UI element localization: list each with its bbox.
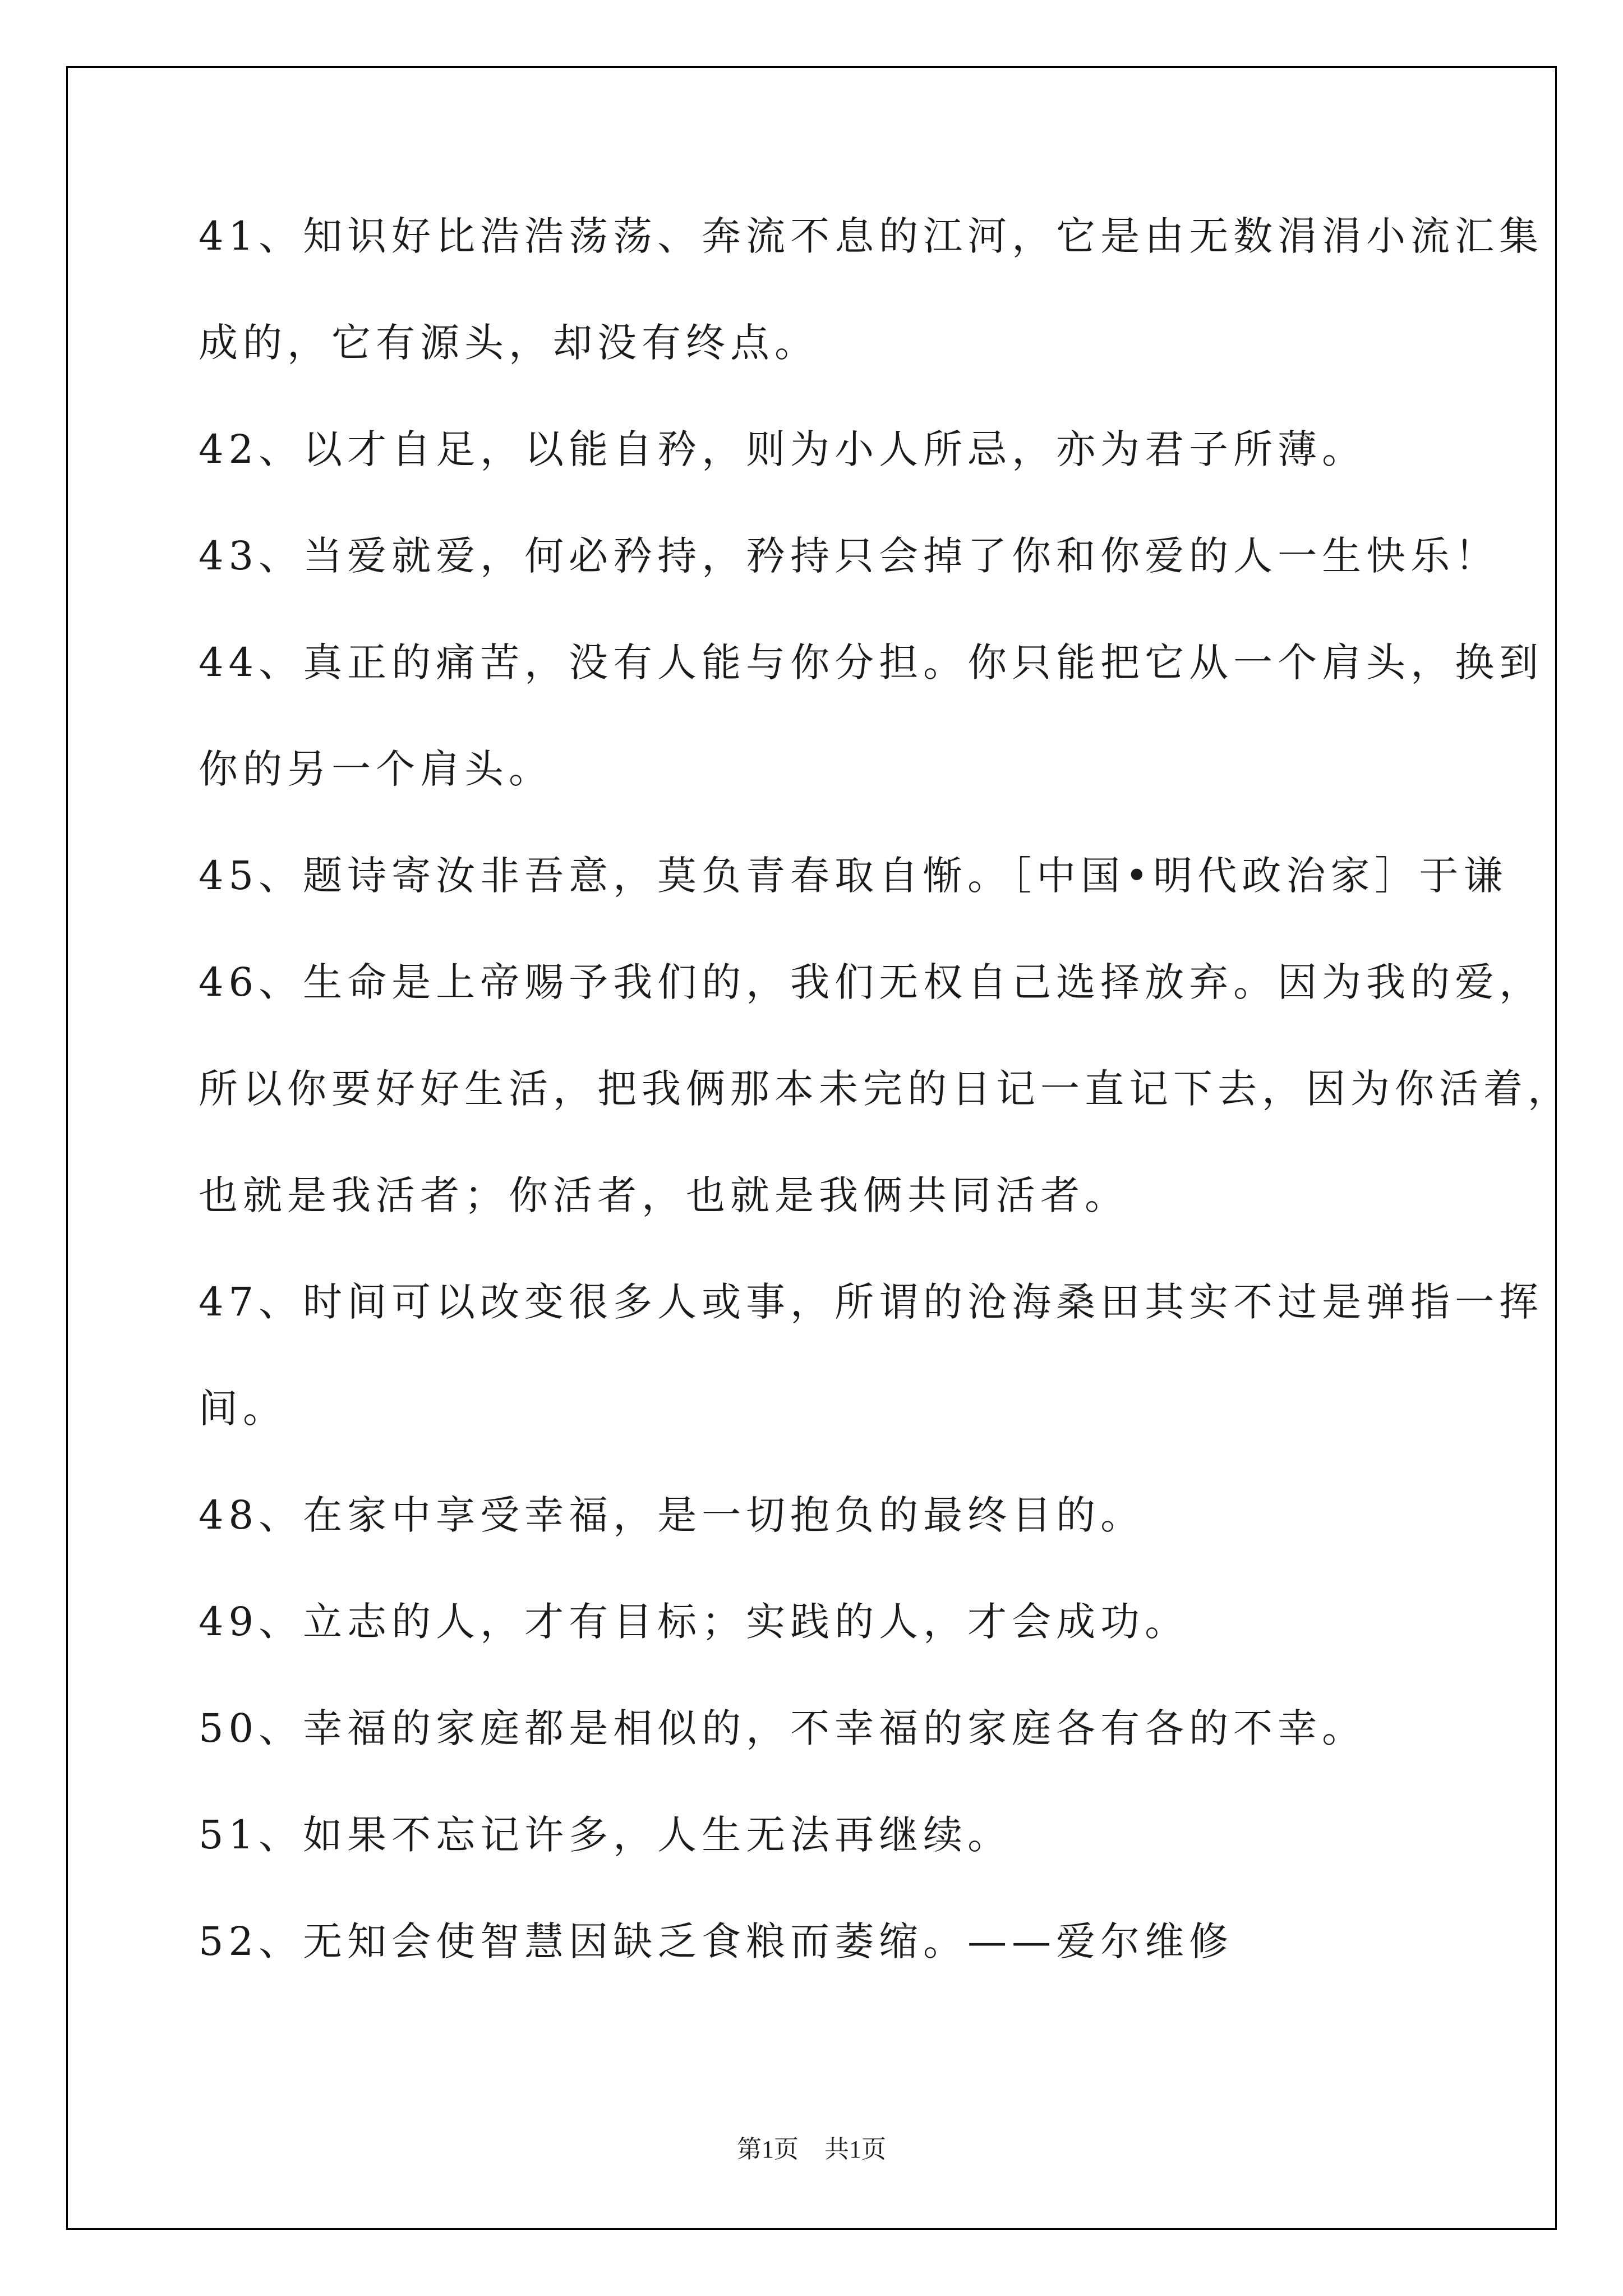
- quote-45: 45、题诗寄汝非吾意，莫负青春取自惭。［中国•明代政治家］于谦: [199, 853, 1508, 899]
- quote-44-line-1: 44、真正的痛苦，没有人能与你分担。你只能把它从一个肩头，换到: [199, 639, 1544, 685]
- quote-48: 48、在家中享受幸福，是一切抱负的最终目的。: [199, 1492, 1145, 1538]
- quote-41-line-1: 41、知识好比浩浩荡荡、奔流不息的江河，它是由无数涓涓小流汇集: [199, 213, 1544, 259]
- quote-44-line-2: 你的另一个肩头。: [199, 746, 553, 792]
- quote-46-line-1: 46、生命是上帝赐予我们的，我们无权自己选择放弃。因为我的爱，: [199, 959, 1544, 1005]
- quote-42: 42、以才自足，以能自矜，则为小人所忌，亦为君子所薄。: [199, 426, 1367, 472]
- quote-43: 43、当爱就爱，何必矜持，矜持只会掉了你和你爱的人一生快乐！: [199, 533, 1500, 579]
- quote-47-line-1: 47、时间可以改变很多人或事，所谓的沧海桑田其实不过是弹指一挥: [199, 1279, 1544, 1325]
- quote-52: 52、无知会使智慧因缺乏食粮而萎缩。——爱尔维修: [199, 1918, 1234, 1964]
- quote-46-line-3: 也就是我活者；你活者，也就是我俩共同活者。: [199, 1172, 1129, 1218]
- quote-41-line-2: 成的，它有源头，却没有终点。: [199, 320, 819, 366]
- page-footer: [0, 2129, 1623, 2165]
- quote-51: 51、如果不忘记许多，人生无法再继续。: [199, 1812, 1012, 1858]
- page-number-total: 共1页: [824, 2136, 886, 2163]
- page-number-current: 第1页: [737, 2136, 799, 2163]
- quote-49: 49、立志的人，才有目标；实践的人，才会成功。: [199, 1599, 1189, 1645]
- quote-50: 50、幸福的家庭都是相似的，不幸福的家庭各有各的不幸。: [199, 1705, 1367, 1751]
- quote-47-line-2: 间。: [199, 1386, 287, 1432]
- page-border: [66, 66, 1557, 2230]
- quote-46-line-2: 所以你要好好生活，把我俩那本未完的日记一直记下去，因为你活着，: [199, 1066, 1572, 1112]
